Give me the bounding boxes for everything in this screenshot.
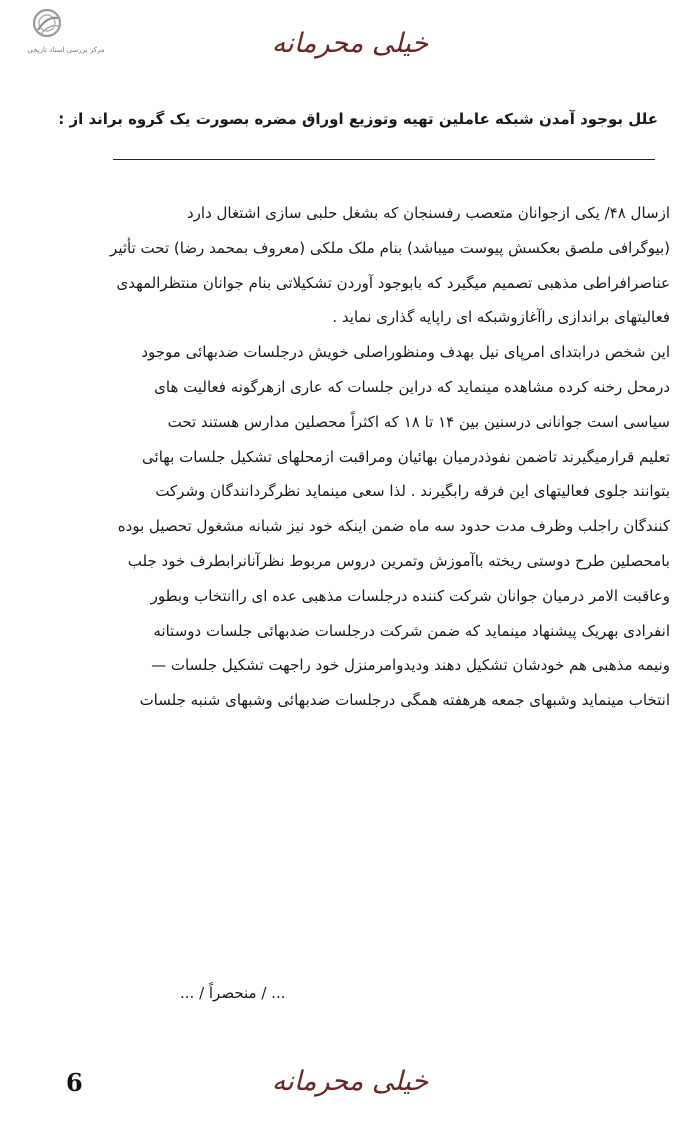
body-line: عناصرافراطی مذهبی تصمیم میگیرد که بابوجود آوردن تشکیلاتی بنام جوانان منتظرالمهدی [116,273,670,292]
body-line: ازسال ۴۸/ یکی ازجوانان متعصب رفسنجان که بشغل حلبی سازی اشتغال دارد [187,204,670,222]
body-line: بتوانند جلوی فعالیتهای این فرقه رابگیرند . لذا سعی مینماید نظرگردانندگان وشرکت [155,482,670,501]
body-line: ونیمه مذهبی هم خودشان تشکیل دهند ودیدوامرمنزل خود راجهت تشکیل جلسات — [151,656,670,675]
body-line: سیاسی است جوانانی درسنین بین ۱۴ تا ۱۸ که اکثراً محصلین مدارس هستند تحت [167,412,670,431]
page-number: 6 [66,1068,83,1097]
body-line: فعالیتهای براندازی راآغازوشبکه ای راپایه گذاری نماید . [332,308,670,327]
closing-line: ... / منحصراً / ... [180,984,286,1002]
subject-line: علل بوجود آمدن شبکه عاملین تهیه وتوزیع اوراق مضره بصورت یک گروه براند از : [58,110,658,128]
logo-caption: مرکز بررسی اسناد تاریخی [27,46,105,54]
classification-header: خیلی محرمانه [271,28,429,59]
classification-footer: خیلی محرمانه [271,1066,429,1097]
body-line: درمحل رخنه کرده مشاهده مینماید که دراین جلسات که عاری ازهرگونه فعالیت های [154,377,670,396]
subject-underline [113,159,655,160]
body-line: (بیوگرافی ملصق بعکسش پیوست میباشد) بنام ملک ملکی (معروف بمحمد رضا) تحت تأثیر [110,238,670,257]
body-line: انتخاب مینماید وشبهای جمعه هرهفته همگی درجلسات ضدبهائی وشبهای شنبه جلسات [139,691,670,710]
body-line: این شخص درابتدای امرپای نیل بهدف ومنظوراصلی خویش درجلسات ضدبهائی موجود [141,343,670,362]
body-line: انفرادی بهریک پیشنهاد مینماید که ضمن شرکت درجلسات ضدبهائی جلسات دوستانه [153,621,670,640]
body-line: وعاقبت الامر درمیان جوانان شرکت کننده درجلسات مذهبی عده ای راانتخاب وبطور [150,586,670,605]
body-line: کنندگان راجلب وظرف مدت حدود سه ماه ضمن اینکه خود نیز شبانه مشغول تحصیل بوده [117,517,670,536]
report-body [20,196,670,718]
body-line: بامحصلین طرح دوستی ریخته باآموزش وتمرین دروس مربوط نظرآنانرابطرف خود جلب [127,551,670,570]
body-line: تعلیم قرارمیگیرند تاضمن نفوذدرمیان بهائیان ومراقبت ازمحلهای تشکیل جلسات بهائی [142,447,670,466]
